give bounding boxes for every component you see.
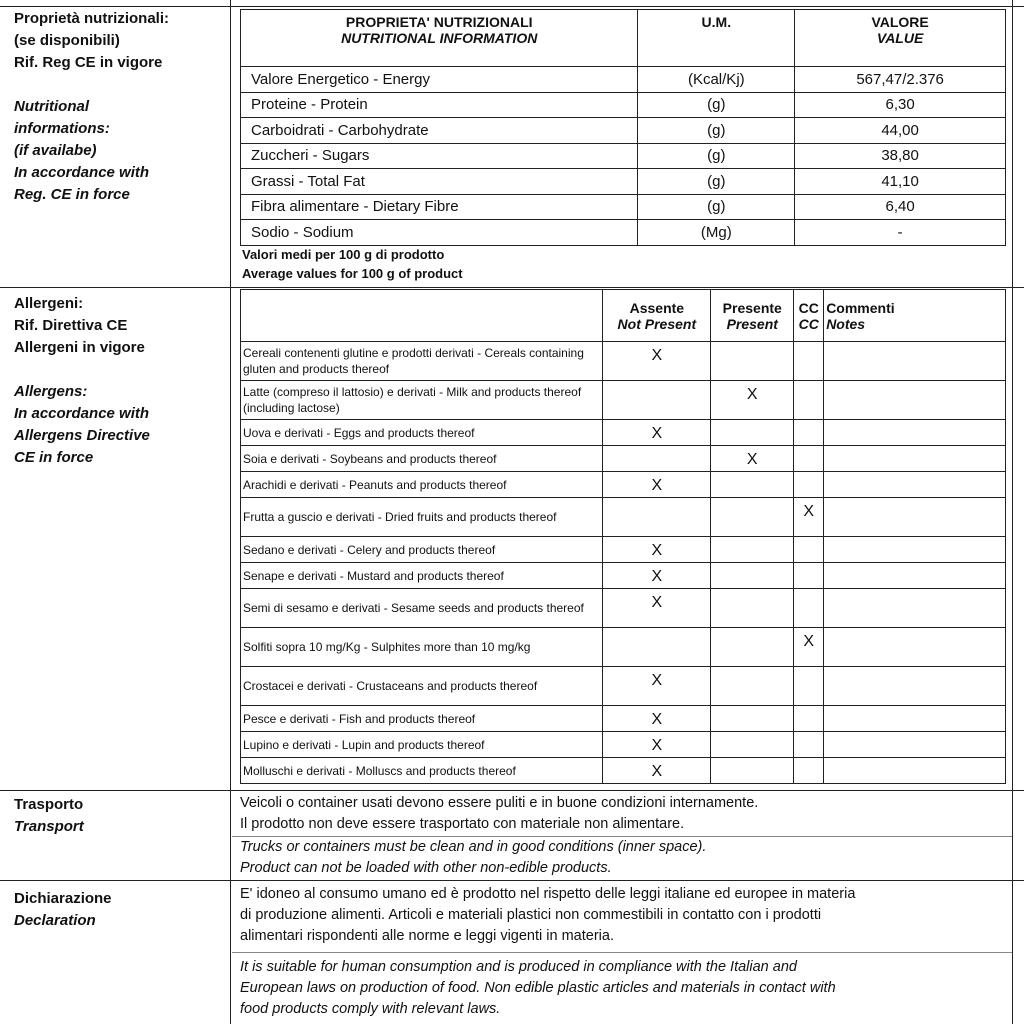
allergens-label-it-2: Rif. Direttiva CE <box>14 317 128 334</box>
nutrition-table <box>240 9 1006 246</box>
allergen-present-mark <box>711 706 794 732</box>
allergen-absent-mark: X <box>603 667 711 706</box>
header-notes-it: Commenti <box>826 299 895 316</box>
nutrition-bottom-border <box>0 287 1024 288</box>
top-border <box>0 6 1024 7</box>
allergen-cc-mark <box>794 758 824 784</box>
allergens-table <box>240 289 1006 784</box>
allergen-present-mark: X <box>711 381 794 420</box>
nutrition-label-it-1: Proprietà nutrizionali: <box>14 10 170 27</box>
nutrient-value: 6,30 <box>795 92 1006 118</box>
column-divider <box>230 0 231 1024</box>
transport-text <box>240 793 758 835</box>
allergens-label-en-4: CE in force <box>14 449 94 466</box>
declaration-text-en-3: food products comply with relevant laws. <box>240 1001 501 1017</box>
nutrient-unit: (g) <box>638 194 795 220</box>
header-name-it: PROPRIETA' NUTRIZIONALI <box>345 14 533 30</box>
allergens-header-cc <box>794 290 824 342</box>
nutrient-value: 6,40 <box>795 194 1006 220</box>
nutrition-row <box>241 169 1006 195</box>
nutrient-unit: (g) <box>638 143 795 169</box>
average-values-note <box>242 245 463 283</box>
allergen-name: Cereali contenenti glutine e prodotti derivati - Cereals containing gluten and products thereof <box>241 342 603 381</box>
allergen-name: Latte (compreso il lattosio) e derivati - Milk and products thereof (including lactose) <box>241 381 603 420</box>
allergen-row <box>241 667 1006 706</box>
allergen-notes <box>824 758 1006 784</box>
average-note-en: Average values for 100 g of product <box>242 266 463 281</box>
allergen-name: Molluschi e derivati - Molluscs and products thereof <box>241 758 603 784</box>
allergen-cc-mark <box>794 446 824 472</box>
transport-text-en-2: Product can not be loaded with other non-edible products. <box>240 860 612 876</box>
allergen-name: Pesce e derivati - Fish and products thereof <box>241 706 603 732</box>
nutrition-label-it-2: (se disponibili) <box>14 32 120 49</box>
nutrition-section-label <box>14 8 169 206</box>
allergen-name: Uova e derivati - Eggs and products thereof <box>241 420 603 446</box>
header-absent-it: Assente <box>629 299 685 316</box>
header-present-en: Present <box>726 315 778 332</box>
allergen-cc-mark <box>794 667 824 706</box>
declaration-text-it-1: E' idoneo al consumo umano ed è prodotto nel rispetto delle leggi italiane ed europee in materia <box>240 886 856 902</box>
transport-section-label <box>14 794 84 838</box>
allergen-row <box>241 732 1006 758</box>
transport-label-en: Transport <box>14 818 84 835</box>
nutrition-header-row <box>241 10 1006 67</box>
header-cc-en: CC <box>798 315 819 332</box>
allergen-cc-mark <box>794 706 824 732</box>
nutrition-row <box>241 67 1006 93</box>
allergen-notes <box>824 706 1006 732</box>
allergen-notes <box>824 472 1006 498</box>
allergen-cc-mark <box>794 381 824 420</box>
allergen-cc-mark <box>794 563 824 589</box>
allergen-present-mark: X <box>711 446 794 472</box>
declaration-text-en-2: European laws on production of food. Non edible plastic articles and materials in contact with <box>240 980 836 996</box>
nutrition-header-name <box>241 10 638 67</box>
header-value-en: VALUE <box>876 30 924 46</box>
allergen-row <box>241 563 1006 589</box>
nutrient-value: 567,47/2.376 <box>795 67 1006 93</box>
allergen-name: Solfiti sopra 10 mg/Kg - Sulphites more than 10 mg/kg <box>241 628 603 667</box>
header-present-it: Presente <box>722 299 782 316</box>
allergen-present-mark <box>711 563 794 589</box>
allergen-notes <box>824 446 1006 472</box>
allergen-cc-mark <box>794 472 824 498</box>
nutrient-unit: (Mg) <box>638 220 795 246</box>
transport-text-en-1: Trucks or containers must be clean and in good conditions (inner space). <box>240 839 707 855</box>
allergen-cc-mark <box>794 342 824 381</box>
allergens-header-name <box>241 290 603 342</box>
allergen-name: Arachidi e derivati - Peanuts and products thereof <box>241 472 603 498</box>
transport-text-en-block <box>240 837 706 879</box>
nutrition-row <box>241 143 1006 169</box>
transport-text-it-1: Veicoli o container usati devono essere puliti e in buone condizioni internamente. <box>240 795 759 811</box>
allergen-absent-mark: X <box>603 706 711 732</box>
allergen-name: Frutta a guscio e derivati - Dried fruits and products thereof <box>241 498 603 537</box>
transport-bottom-border <box>0 880 1024 881</box>
allergen-absent-mark <box>603 498 711 537</box>
nutrient-name: Valore Energetico - Energy <box>241 67 638 93</box>
allergen-cc-mark: X <box>794 498 824 537</box>
declaration-label-it: Dichiarazione <box>14 890 112 907</box>
nutrient-unit: (g) <box>638 169 795 195</box>
allergen-present-mark <box>711 758 794 784</box>
allergen-row <box>241 420 1006 446</box>
header-cc-it: CC <box>798 299 819 316</box>
nutrition-label-en-4: In accordance with <box>14 164 150 181</box>
declaration-text-it-3: alimentari rispondenti alle norme e leggi vigenti in materia. <box>240 928 614 944</box>
allergen-absent-mark: X <box>603 589 711 628</box>
nutrient-name: Sodio - Sodium <box>241 220 638 246</box>
allergen-row <box>241 537 1006 563</box>
allergen-absent-mark: X <box>603 537 711 563</box>
nutrition-label-en-1: Nutritional <box>14 98 89 115</box>
nutrient-name: Grassi - Total Fat <box>241 169 638 195</box>
nutrition-row <box>241 92 1006 118</box>
nutrition-label-en-3: (if availabe) <box>14 142 97 159</box>
allergen-absent-mark <box>603 381 711 420</box>
allergen-present-mark <box>711 628 794 667</box>
allergen-notes <box>824 667 1006 706</box>
declaration-text-en-1: It is suitable for human consumption and is produced in compliance with the Italian and <box>240 959 797 975</box>
allergen-notes <box>824 589 1006 628</box>
transport-label-it: Trasporto <box>14 796 84 813</box>
allergen-notes <box>824 628 1006 667</box>
allergen-notes <box>824 381 1006 420</box>
allergen-present-mark <box>711 498 794 537</box>
header-notes-en: Notes <box>826 315 866 332</box>
allergen-cc-mark <box>794 589 824 628</box>
declaration-section-label <box>14 888 112 932</box>
declaration-text-en-block <box>240 957 836 1020</box>
allergen-row <box>241 758 1006 784</box>
allergen-absent-mark <box>603 628 711 667</box>
allergens-label-en-2: In accordance with <box>14 405 150 422</box>
nutrition-row <box>241 220 1006 246</box>
allergen-present-mark <box>711 537 794 563</box>
allergens-header-present <box>711 290 794 342</box>
allergens-label-it-1: Allergeni: <box>14 295 84 312</box>
nutrient-name: Carboidrati - Carbohydrate <box>241 118 638 144</box>
allergen-cc-mark <box>794 537 824 563</box>
nutrition-label-en-2: informations: <box>14 120 110 137</box>
allergens-header-absent <box>603 290 711 342</box>
average-note-it: Valori medi per 100 g di prodotto <box>242 247 445 262</box>
allergens-header-row <box>241 290 1006 342</box>
nutrient-unit: (g) <box>638 118 795 144</box>
allergen-name: Senape e derivati - Mustard and products thereof <box>241 563 603 589</box>
allergen-present-mark <box>711 667 794 706</box>
declaration-separator <box>232 952 1012 953</box>
allergen-row <box>241 498 1006 537</box>
nutrition-label-it-3: Rif. Reg CE in vigore <box>14 54 163 71</box>
declaration-label-en: Declaration <box>14 912 96 929</box>
nutrient-value: 44,00 <box>795 118 1006 144</box>
allergen-absent-mark: X <box>603 758 711 784</box>
allergen-notes <box>824 563 1006 589</box>
allergen-row <box>241 589 1006 628</box>
allergen-present-mark <box>711 589 794 628</box>
allergen-absent-mark: X <box>603 732 711 758</box>
allergen-name: Crostacei e derivati - Crustaceans and products thereof <box>241 667 603 706</box>
allergen-name: Sedano e derivati - Celery and products thereof <box>241 537 603 563</box>
nutrition-header-unit <box>638 10 795 67</box>
nutrient-unit: (g) <box>638 92 795 118</box>
allergen-name: Semi di sesamo e derivati - Sesame seeds and products thereof <box>241 589 603 628</box>
allergen-notes <box>824 420 1006 446</box>
nutrition-row <box>241 194 1006 220</box>
nutrient-name: Zuccheri - Sugars <box>241 143 638 169</box>
allergen-present-mark <box>711 342 794 381</box>
allergens-label-en-3: Allergens Directive <box>14 427 150 444</box>
header-unit: U.M. <box>701 14 732 30</box>
allergen-row <box>241 381 1006 420</box>
allergen-row <box>241 628 1006 667</box>
allergen-row <box>241 706 1006 732</box>
allergen-cc-mark <box>794 420 824 446</box>
allergen-present-mark <box>711 420 794 446</box>
allergen-row <box>241 342 1006 381</box>
allergen-name: Soia e derivati - Soybeans and products thereof <box>241 446 603 472</box>
allergen-row <box>241 446 1006 472</box>
allergen-notes <box>824 342 1006 381</box>
allergen-absent-mark: X <box>603 420 711 446</box>
allergen-notes <box>824 498 1006 537</box>
nutrient-value: 41,10 <box>795 169 1006 195</box>
transport-text-it-2: Il prodotto non deve essere trasportato con materiale non alimentare. <box>240 816 685 832</box>
nutrient-unit: (Kcal/Kj) <box>638 67 795 93</box>
nutrient-name: Proteine - Protein <box>241 92 638 118</box>
allergen-cc-mark <box>794 732 824 758</box>
allergens-section-label <box>14 293 150 469</box>
header-absent-en: Not Present <box>617 315 697 332</box>
allergen-absent-mark: X <box>603 342 711 381</box>
header-value-it: VALORE <box>871 14 929 30</box>
allergen-row <box>241 472 1006 498</box>
allergens-header-notes <box>824 290 1006 342</box>
right-border <box>1012 0 1013 1024</box>
allergen-name: Lupino e derivati - Lupin and products thereof <box>241 732 603 758</box>
declaration-text-it-2: di produzione alimenti. Articoli e materiali plastici non commestibili in contatto con i prodotti <box>240 907 822 923</box>
nutrient-name: Fibra alimentare - Dietary Fibre <box>241 194 638 220</box>
declaration-text <box>240 884 855 947</box>
nutrient-value: 38,80 <box>795 143 1006 169</box>
allergen-present-mark <box>711 732 794 758</box>
allergen-absent-mark <box>603 446 711 472</box>
allergens-label-it-3: Allergeni in vigore <box>14 339 145 356</box>
nutrition-header-value <box>795 10 1006 67</box>
allergens-bottom-border <box>0 790 1024 791</box>
allergen-cc-mark: X <box>794 628 824 667</box>
allergen-notes <box>824 537 1006 563</box>
nutrition-row <box>241 118 1006 144</box>
allergen-absent-mark: X <box>603 472 711 498</box>
header-name-en: NUTRITIONAL INFORMATION <box>341 30 538 46</box>
allergen-absent-mark: X <box>603 563 711 589</box>
allergen-present-mark <box>711 472 794 498</box>
allergens-label-en-1: Allergens: <box>14 383 88 400</box>
nutrient-value: - <box>795 220 1006 246</box>
allergen-notes <box>824 732 1006 758</box>
nutrition-label-en-5: Reg. CE in force <box>14 186 130 203</box>
